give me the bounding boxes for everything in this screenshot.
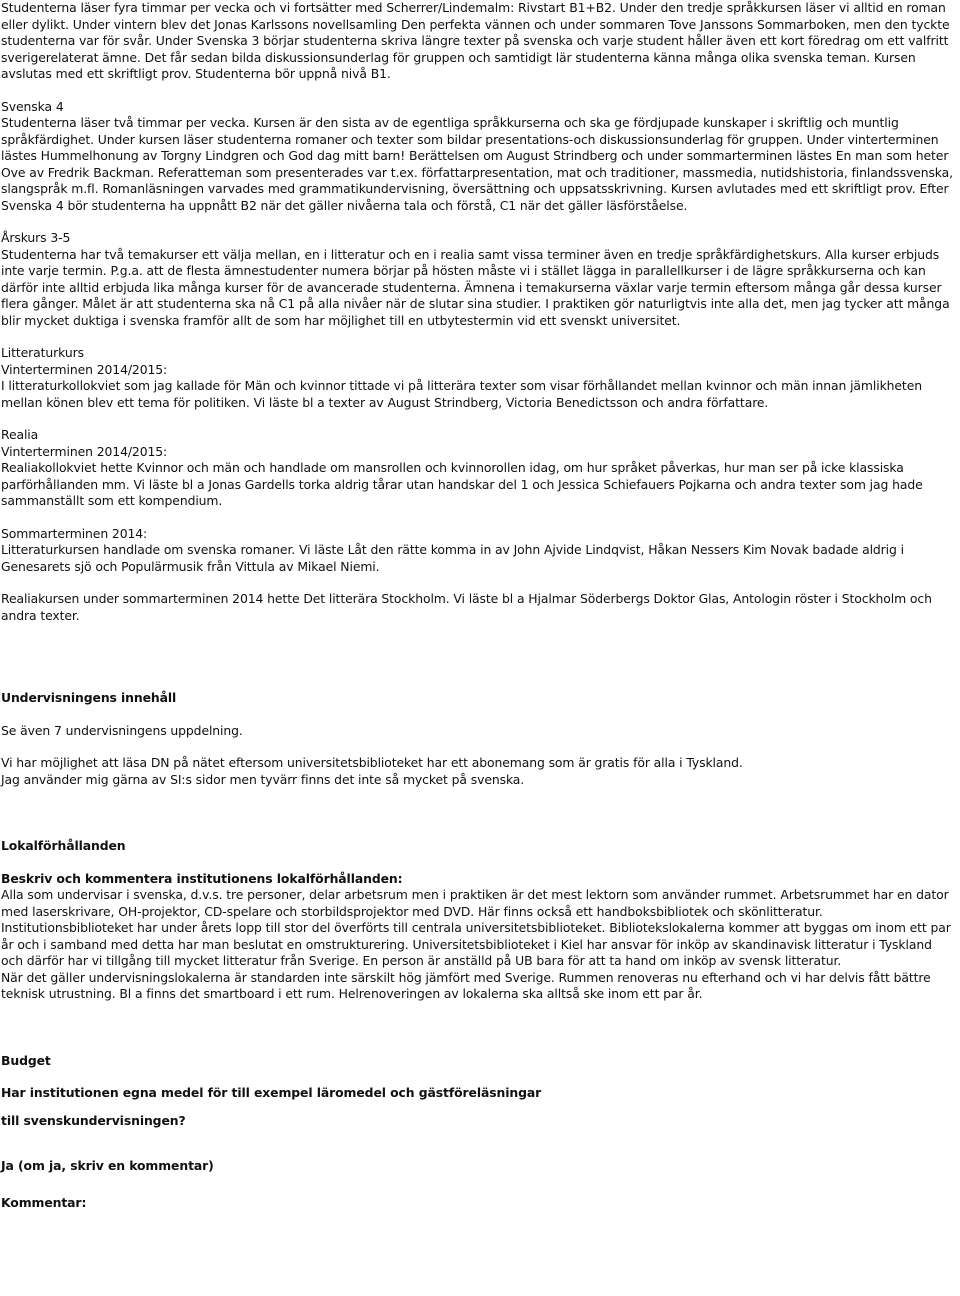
budget-question-2: till svenskundervisningen? xyxy=(1,1112,186,1128)
budget-answer: Ja (om ja, skriv en kommentar) xyxy=(1,1158,214,1173)
lokal-subheading: Beskriv och kommentera institutionens lokalförhållanden: xyxy=(1,870,403,886)
litteraturkurs-text: I litteraturkollokviet som jag kallade för Män och kvinnor tittade vi på litterära texter som visar förhållandet mellan kvinnor och män innan jämlikheten mellan könen blev ett tema för politiken. Vi läste bl a texter av August Strindberg, Victoria Benedictsson och andra författare. xyxy=(1,378,922,410)
lokal-heading: Lokalförhållanden xyxy=(1,838,126,853)
spacer xyxy=(1,739,957,755)
spacer xyxy=(1,1003,957,1053)
lokal-text-2: När det gäller undervisningslokalerna är standarden inte särskilt hög jämfört med Sverige. Rummen renoveras nu efterhand och vi har delvis fått bättre teknisk utrustning. Bl a finns det smartboard i ett rum. Helrenoveringen av lokalerna ska alltså ske inom ett par år. xyxy=(1,969,931,1001)
spacer xyxy=(1,214,957,230)
spacer xyxy=(1,707,957,723)
undervisning-heading: Undervisningens innehåll xyxy=(1,690,177,705)
arskurs-heading: Årskurs 3-5 xyxy=(1,230,71,245)
spacer xyxy=(1,510,957,526)
spacer xyxy=(1,411,957,427)
undervisning-line-2: Jag använder mig gärna av SI:s sidor men tyvärr finns det inte så mycket på svenska. xyxy=(1,771,525,787)
svenska4-heading: Svenska 4 xyxy=(1,98,64,114)
realia-sommar-text: Realiakursen under sommarterminen 2014 hette Det litterära Stockholm. Vi läste bl a Hjalmar Söderbergs Doktor Glas, Antologin röster i Stockholm och andra texter. xyxy=(1,591,932,623)
svenska3-continuation: Studenterna läser fyra timmar per vecka och vi fortsätter med Scherrer/Lindemalm: Rivstart B1+B2. Under den tredje språkkursen läser vi alltid en roman eller dylikt. Under vintern blev det Jonas Karlssons novellsamling Den perfekta vännen och under sommaren Tove Janssons Sommarboken, men den tyckte studenterna var för svår. Under Svenska 3 börjar studenterna skriva längre texter på svenska och varje student håller även ett kort föredrag om ett valfritt sverigerelaterat ämne. Det får sedan bilda diskussionsunderlag för gruppen och samtidigt lär studenterna känna många olika svenska teman. Kursen avslutas med ett skriftligt prov. Studenterna bör uppnå nivå B1. xyxy=(1,0,950,81)
svenska4-text: Studenterna läser två timmar per vecka. Kursen är den sista av de egentliga språkkurserna och ska ge fördjupade kunskaper i skriftlig och muntlig språkfärdighet. Under kursen läser studenterna romaner och texter som bildar presentations-och diskussionsunderlag för gruppen. Under vinterterminen lästes Hummelhonung av Torgny Lindgren och God dag mitt barn! Berättelsen om August Strindberg och under sommarterminen lästes En man som heter Ove av Fredrik Backman. Referatteman som presenterades var t.ex. författarpresentation, mat och traditioner, massmedia, nutidshistoria, finlandssvenska, slangspråk m.fl. Romanläsningen varvades med grammatikundervisning, översättning och uppsatsskrivning. Kursen avlutades med ett skriftligt prov. Efter Svenska 4 bör studenterna ha uppnått B2 när det gäller nivåerna tala och förstå, C1 när det gäller läsförståelse. xyxy=(1,115,953,213)
litteraturkurs-heading: Litteraturkurs xyxy=(1,345,84,360)
sommarterminen-text: Litteraturkursen handlade om svenska romaner. Vi läste Låt den rätte komma in av John Ajvide Lindqvist, Håkan Nessers Kim Novak badade aldrig i Genesarets sjö och Populärmusik från Vittula av Mikael Niemi. xyxy=(1,542,904,574)
spacer xyxy=(1,855,957,871)
budget-heading: Budget xyxy=(1,1052,51,1068)
spacer xyxy=(1,1175,957,1195)
lokal-text: Alla som undervisar i svenska, d.v.s. tre personer, delar arbetsrum men i praktiken är det mest lektorn som använder rummet. Arbetsrummet har en dator med laserskrivare, OH-projektor, CD-spelare och storbildsprojektor med DVD. Här finns också ett handboksbibliotek och skönlitteratur. Institutionsbiblioteket har under årets lopp till stor del överförts till centrala universitetsbiblioteket. Bibliotekslokalerna kommer att byggas om inom ett par år och i samband med detta har man beslutat en omstrukturering. Universitetsbiblioteket i Kiel har ansvar för inköp av skandinavisk litteratur i Tyskland och därför har vi tillgång till mycket litteratur från Sverige. En person är anställd på UB bara för att ta hand om inköp av svensk litteratur. xyxy=(1,887,951,968)
realia-heading: Realia xyxy=(1,427,39,442)
spacer xyxy=(1,1069,957,1085)
undervisning-line-1: Vi har möjlighet att läsa DN på nätet eftersom universitetsbiblioteket har ett abonemang som är gratis för alla i Tyskland. xyxy=(1,755,743,770)
spacer xyxy=(1,83,957,99)
litteraturkurs-term: Vinterterminen 2014/2015: xyxy=(1,361,168,377)
spacer xyxy=(1,575,957,591)
arskurs-text: Studenterna har två temakurser ett välja mellan, en i litteratur och en i realia samt vissa terminer även en tredje språkfärdighetskurs. Alla kurser erbjuds inte varje termin. P.g.a. att de flesta ämnestudenter numera börjar på hösten måste vi i stället lägga in parallellkurser i de lägre språkkurserna och kan därför inte alltid erbjuda lika många kurser för de avancerade studenterna. Ämnena i temakurserna växlar varje termin eftersom många går dessa kurser flera gånger. Målet är att studenterna ska nå C1 på alla nivåer när de slutar sina studier. I praktiken gör naturligtvis inte alla det, men jag tycker att många blir mycket duktiga i svenska framför allt de som har möjlighet till en utbytestermin vid ett svenskt universitet. xyxy=(1,246,950,328)
spacer xyxy=(1,1129,957,1158)
spacer xyxy=(1,624,957,690)
spacer xyxy=(1,788,957,838)
realia-term: Vinterterminen 2014/2015: xyxy=(1,443,168,459)
budget-comment-label: Kommentar: xyxy=(1,1194,87,1210)
undervisning-see-also: Se även 7 undervisningens uppdelning. xyxy=(1,722,243,738)
spacer xyxy=(1,1102,957,1113)
spacer xyxy=(1,329,957,345)
realia-text: Realiakollokviet hette Kvinnor och män och handlade om mansrollen och kvinnorollen idag, om hur språket påverkas, hur man ser på icke klassiska parförhållanden mm. Vi läste bl a Jonas Gardells torka aldrig tårar utan handskar del 1 och Jessica Schiefauers Pojkarna och andra texter som jag hade sammanställt som ett kompendium. xyxy=(1,460,923,508)
sommarterminen-term: Sommarterminen 2014: xyxy=(1,525,148,541)
budget-question-1: Har institutionen egna medel för till exempel läromedel och gästföreläsningar xyxy=(1,1085,542,1100)
